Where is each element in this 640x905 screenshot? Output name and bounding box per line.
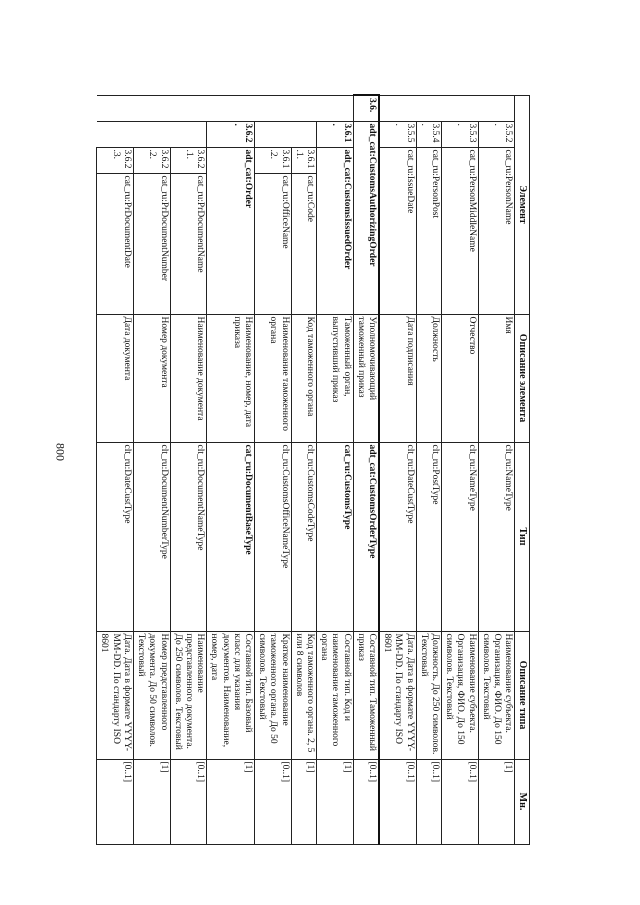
indent-spacer — [379, 95, 515, 121]
multiplicity: [1] — [207, 759, 255, 844]
multiplicity: [0..1] — [379, 759, 416, 844]
row-number: 3.5.5. — [379, 121, 416, 147]
indent-spacer — [97, 95, 353, 121]
element-name: adt_cat:CustomsAuthorizingOrder — [353, 121, 379, 314]
element-type: clt_ru:DateCustType — [379, 442, 416, 631]
page-number: 800 — [53, 443, 68, 461]
element-name: cat_ru:PrDocumentDate — [97, 173, 134, 314]
multiplicity: [1] — [316, 759, 353, 844]
indent-spacer — [254, 121, 316, 147]
table-row — [441, 95, 478, 844]
element-name: adt_cat:Order — [207, 147, 255, 314]
table-row — [353, 95, 379, 844]
element-name: cat_ru:IssueDate — [379, 147, 416, 314]
table-row — [207, 95, 255, 844]
element-type: clt_ru:NameType — [441, 442, 478, 631]
element-name: adt_cat:CustomsIssuedOrder — [316, 147, 353, 314]
element-description: Должность — [416, 314, 441, 442]
header-element-description: Описание элемента — [515, 314, 530, 442]
table-row — [133, 95, 170, 844]
element-description: Уполномочивающий таможенный приказ — [353, 314, 379, 442]
type-description: Дата. Дата в формате YYYY-MM-DD. По стандарту ISO 8601 — [97, 631, 134, 759]
multiplicity: [0..1] — [353, 759, 379, 844]
element-description: Наименование, номер, дата приказа — [207, 314, 255, 442]
row-number: 3.5.2. — [478, 121, 515, 147]
row-number: 3.6.2.1. — [170, 147, 207, 173]
type-description: Дата. Дата в формате YYYY-MM-DD. По стандарту ISO 8601 — [379, 631, 416, 759]
type-description: Составной тип. Таможенный приказ — [353, 631, 379, 759]
indent-spacer — [97, 121, 207, 147]
element-spec-table — [96, 94, 530, 845]
element-name: cat_ru:OfficeName — [254, 173, 291, 314]
element-type: clt_ru:DocumentNameType — [170, 442, 207, 631]
type-description: Наименование представленного документа. До 250 символов. Текстовый — [170, 631, 207, 759]
type-description: Составной тип. Код и наименование таможенного органа — [316, 631, 353, 759]
element-type: clt_ru:NameType — [478, 442, 515, 631]
multiplicity: [0..1] — [441, 759, 478, 844]
row-number: 3.6.1. — [316, 121, 353, 147]
table-row — [254, 95, 291, 844]
row-number: 3.6. — [353, 95, 379, 121]
table-row — [416, 95, 441, 844]
element-type: cat_ru:CustomsType — [316, 442, 353, 631]
element-description: Отчество — [441, 314, 478, 442]
element-type: adt_cat:CustomsOrderType — [353, 442, 379, 631]
element-description: Код таможенного органа — [291, 314, 316, 442]
element-type: clt_ru:DateCustType — [97, 442, 134, 631]
element-name: cat_ru:PersonPost — [416, 147, 441, 314]
element-type: clt_ru:CustomsOfficeNameType — [254, 442, 291, 631]
multiplicity: [1] — [291, 759, 316, 844]
table-row — [379, 95, 416, 844]
row-number: 3.6.1.2. — [254, 147, 291, 173]
element-name: cat_ru:Code — [291, 173, 316, 314]
element-description: Наименование таможенного органа — [254, 314, 291, 442]
rotated-page-content — [99, 94, 530, 843]
multiplicity: [0..1] — [170, 759, 207, 844]
type-description: Наименование субъекта. Организация, ФИО. До 150 символов. Текстовый — [478, 631, 515, 759]
row-number: 3.6.2. — [207, 121, 255, 147]
multiplicity: [1] — [133, 759, 170, 844]
multiplicity: [1] — [478, 759, 515, 844]
element-type: clt_ru:PostType — [416, 442, 441, 631]
type-description: Краткое наименование таможенного органа. До 50 символов. Текстовый — [254, 631, 291, 759]
element-description: Дата документа — [97, 314, 134, 442]
table-row — [170, 95, 207, 844]
multiplicity: [0..1] — [97, 759, 134, 844]
header-multiplicity: Мн. — [515, 759, 530, 844]
element-name: cat_ru:PersonMiddleName — [441, 147, 478, 314]
row-number: 3.6.2.3. — [97, 147, 134, 173]
element-name: cat_ru:PrDocumentNumber — [133, 173, 170, 314]
element-name: cat_ru:PrDocumentName — [170, 173, 207, 314]
element-name: cat_ru:PersonName — [478, 147, 515, 314]
table-row — [316, 95, 353, 844]
table-header-row — [515, 95, 530, 844]
element-description: Имя — [478, 314, 515, 442]
header-type-description: Описание типа — [515, 631, 530, 759]
element-type: clt_ru:DocumentNumberType — [133, 442, 170, 631]
element-description: Таможенный орган, выпустивший приказ — [316, 314, 353, 442]
element-description: Наименование документа — [170, 314, 207, 442]
multiplicity: [0..1] — [416, 759, 441, 844]
header-type: Тип — [515, 442, 530, 631]
row-number: 3.6.1.1. — [291, 147, 316, 173]
header-element: Элемент — [515, 95, 530, 314]
type-description: Номер представленного документа. До 50 символов. Текстовый — [133, 631, 170, 759]
table-row — [97, 95, 134, 844]
row-number: 3.5.3. — [441, 121, 478, 147]
table-row — [478, 95, 515, 844]
row-number: 3.5.4. — [416, 121, 441, 147]
element-type: clt_ru:CustomsCodeType — [291, 442, 316, 631]
type-description: Наименование субъекта. Организация, ФИО. До 150 символов. Текстовый — [441, 631, 478, 759]
element-description: Дата подписания — [379, 314, 416, 442]
type-description: Должность. До 250 символов. Текстовый — [416, 631, 441, 759]
row-number: 3.6.2.2. — [133, 147, 170, 173]
table-row — [291, 95, 316, 844]
type-description: Составной тип. Базовый класс для указания документов. Наименование, номер, дата — [207, 631, 255, 759]
element-type: cat_ru:DocumentBaseType — [207, 442, 255, 631]
type-description: Код таможенного органа. 2, 5 или 8 символов — [291, 631, 316, 759]
element-description: Номер документа — [133, 314, 170, 442]
multiplicity: [0..1] — [254, 759, 291, 844]
